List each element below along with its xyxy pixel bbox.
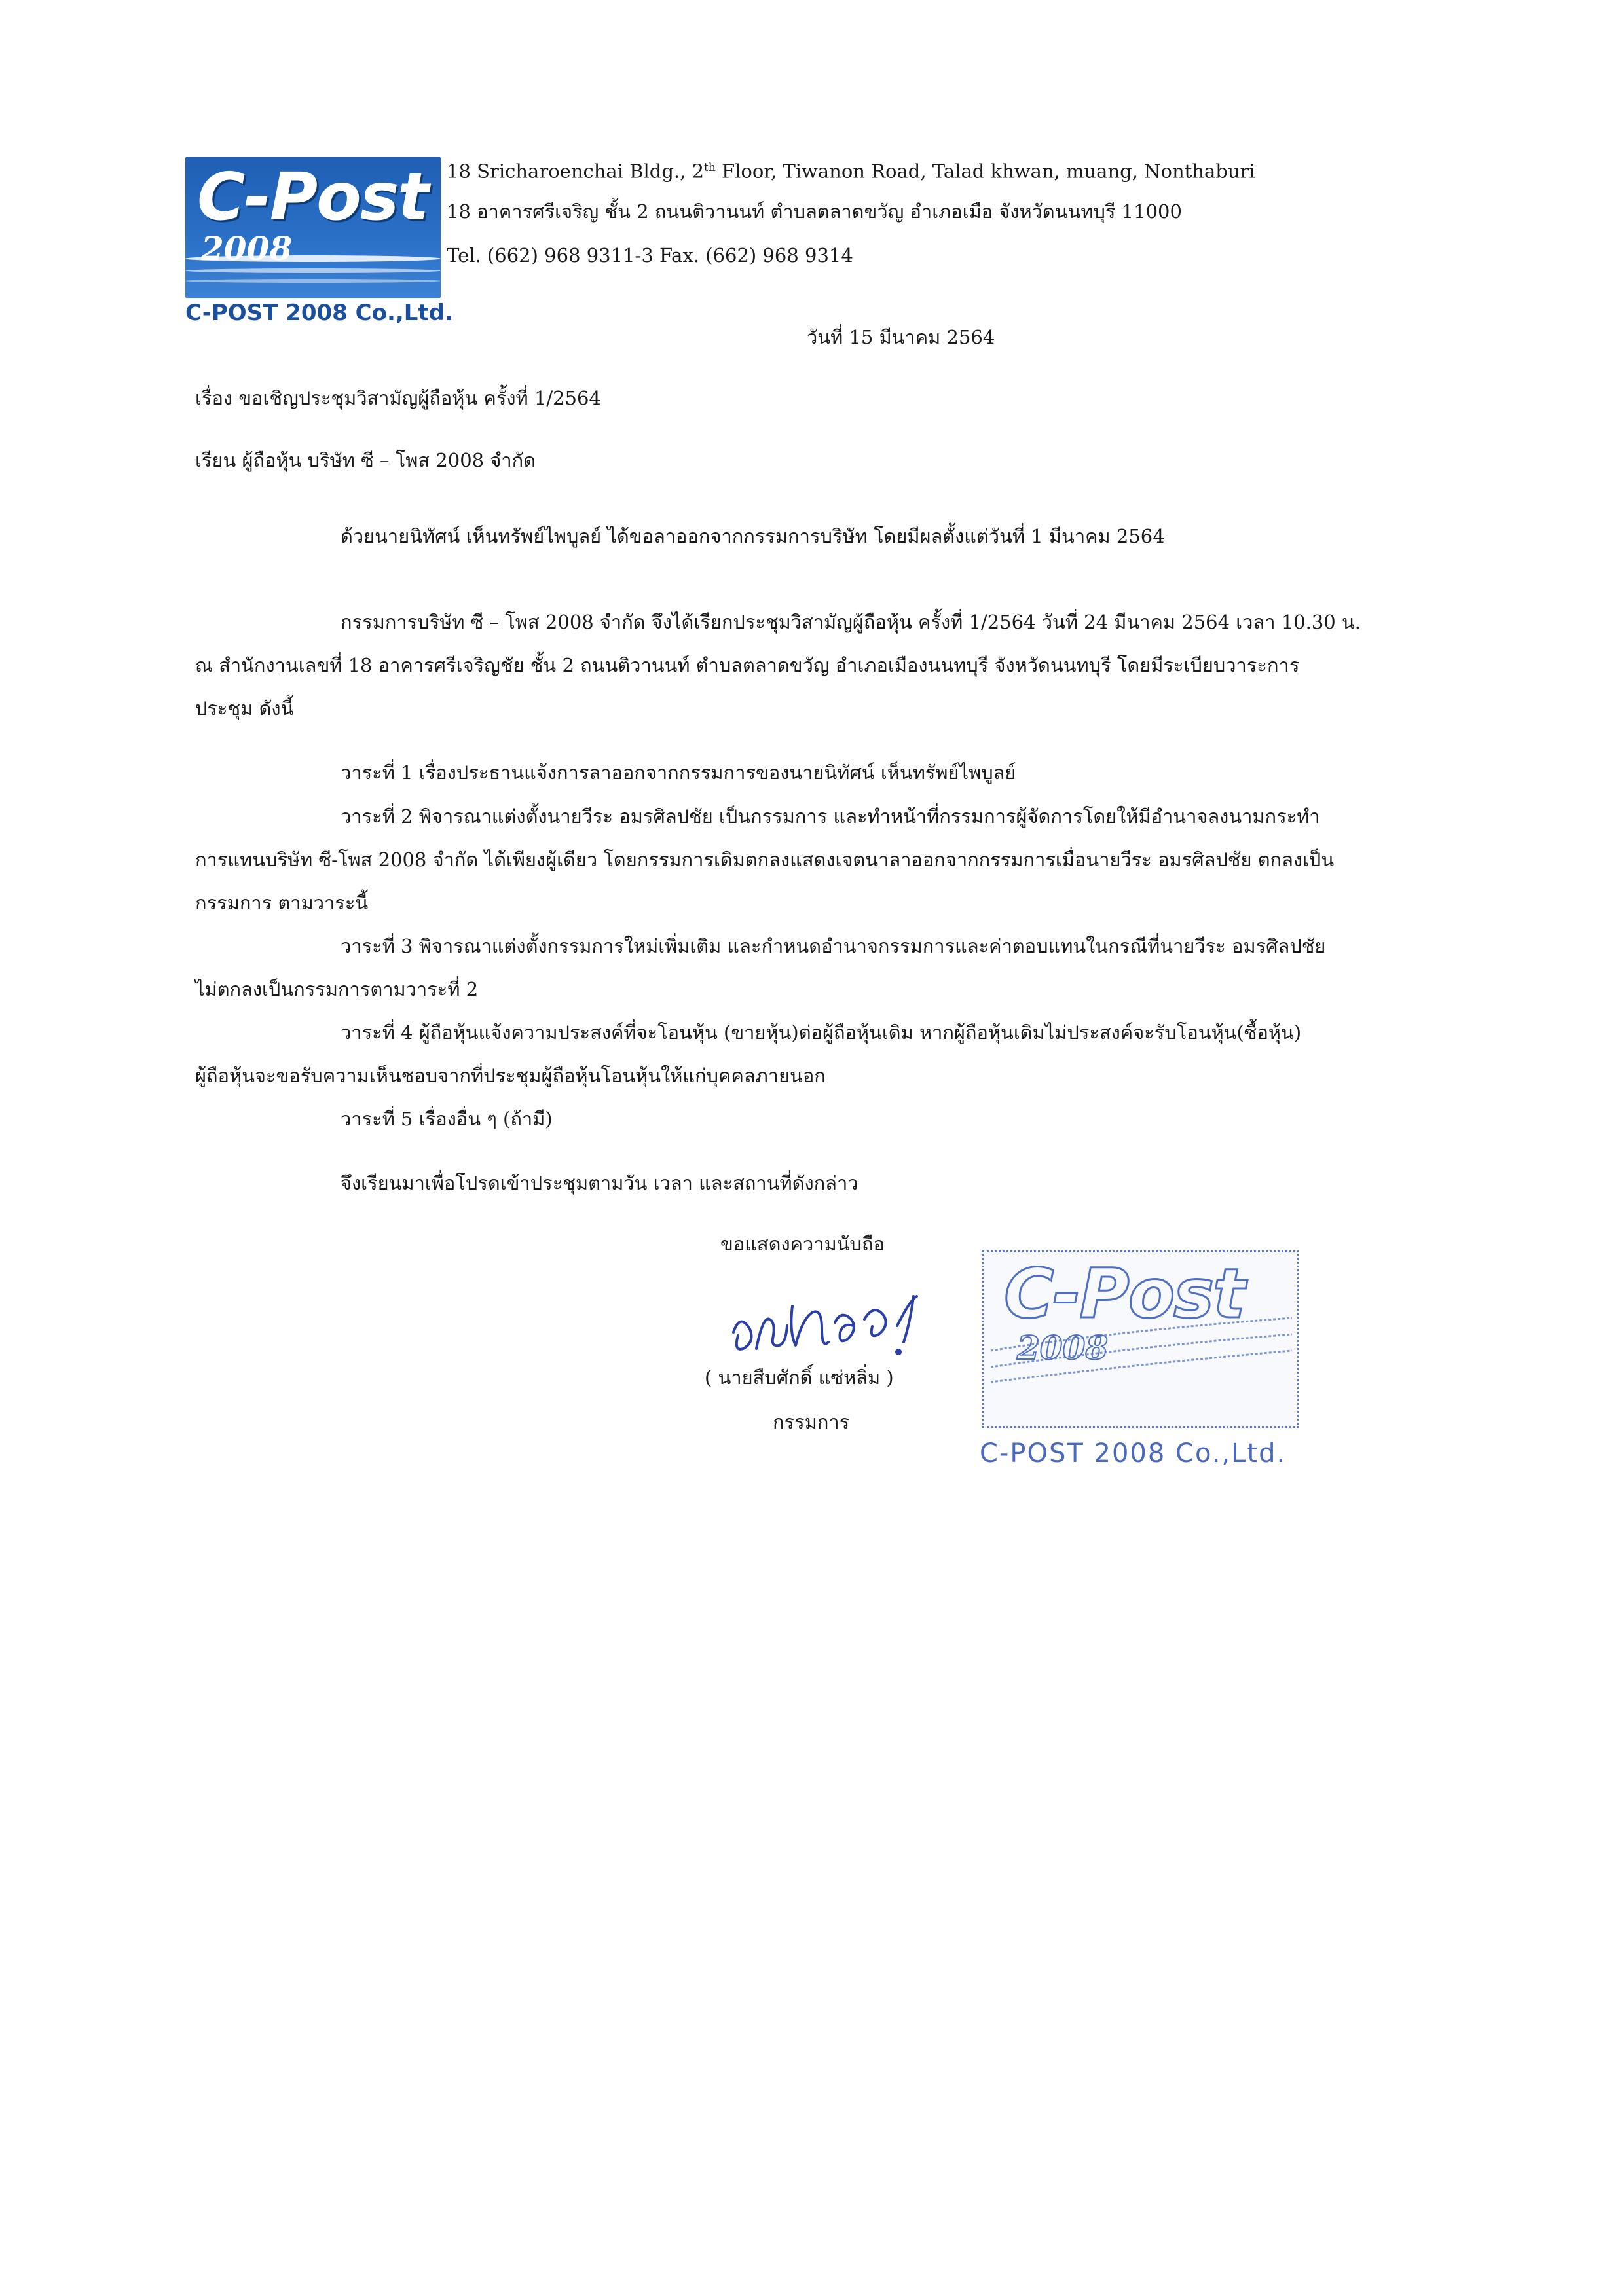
company-logo <box>185 157 441 298</box>
agenda-item-2-line-3: กรรมการ ตามวาระนี้ <box>195 892 369 914</box>
logo-wave <box>185 268 441 273</box>
logo-main-text: C-Post <box>197 158 428 235</box>
agenda-item-2-line-2: การแทนบริษัท ซี-โพส 2008 จำกัด ได้เพียงผู้เดียว โดยกรรมการเดิมตกลงแสดงเจตนาลาออกจากกรรมการเมื่อนายวีระ อมรศิลปชัย ตกลงเป็น <box>195 848 1335 871</box>
meeting-line-1: กรรมการบริษัท ซี – โพส 2008 จำกัด จึงได้เรียกประชุมวิสามัญผู้ถือหุ้น ครั้งที่ 1/2564 วันที่ 24 มีนาคม 2564 เวลา 10.30 น. <box>341 611 1361 633</box>
signer-name: ( นายสืบศักดิ์ แซ่หลิ่ม ) <box>705 1366 894 1389</box>
contact-info: Tel. (662) 968 9311-3 Fax. (662) 968 9314 <box>447 244 853 266</box>
logo-wave <box>185 279 441 283</box>
agenda-item-4-line-1: วาระที่ 4 ผู้ถือหุ้นแจ้งความประสงค์ที่จะโอนหุ้น (ขายหุ้น)ต่อผู้ถือหุ้นเดิม หากผู้ถือหุ้นเดิมไม่ประสงค์จะรับโอนหุ้น(ซื้อหุ้น) <box>341 1021 1302 1044</box>
letter-subject: เรื่อง ขอเชิญประชุมวิสามัญผู้ถือหุ้น ครั้งที่ 1/2564 <box>195 387 601 409</box>
agenda-item-4-line-2: ผู้ถือหุ้นจะขอรับความเห็นชอบจากที่ประชุมผู้ถือหุ้นโอนหุ้นให้แก่บุคคลภายนอก <box>195 1065 826 1087</box>
stamp-main-text: C-Post <box>1004 1254 1244 1334</box>
agenda-item-5: วาระที่ 5 เรื่องอื่น ๆ (ถ้ามี) <box>341 1108 553 1130</box>
address-english: 18 Sricharoenchai Bldg., 2th Floor, Tiwanon Road, Talad khwan, muang, Nonthaburi <box>447 160 1255 183</box>
meeting-line-2: ณ สำนักงานเลขที่ 18 อาคารศรีเจริญชัย ชั้น 2 ถนนติวานนท์ ตำบลตลาดขวัญ อำเภอเมืองนนทบุรี จังหวัดนนทบุรี โดยมีระเบียบวาระการ <box>195 654 1300 676</box>
logo-caption: C-POST 2008 Co.,Ltd. <box>185 300 453 326</box>
stamp-caption: C-POST 2008 Co.,Ltd. <box>980 1438 1287 1468</box>
agenda-item-2-line-1: วาระที่ 2 พิจารณาแต่งตั้งนายวีระ อมรศิลปชัย เป็นกรรมการ และทำหน้าที่กรรมการผู้จัดการโดยให้มีอำนาจลงนามกระทำ <box>341 805 1320 828</box>
signer-title: กรรมการ <box>773 1411 850 1433</box>
signoff-text: ขอแสดงความนับถือ <box>720 1233 885 1255</box>
intro-paragraph: ด้วยนายนิทัศน์ เห็นทรัพย์ไพบูลย์ ได้ขอลาออกจากกรรมการบริษัท โดยมีผลตั้งแต่วันที่ 1 มีนาคม 2564 <box>341 525 1165 547</box>
agenda-item-1: วาระที่ 1 เรื่องประธานแจ้งการลาออกจากกรรมการของนายนิทัศน์ เห็นทรัพย์ไพบูลย์ <box>341 761 1016 784</box>
letter-date: วันที่ 15 มีนาคม 2564 <box>807 326 995 348</box>
logo-year-text: 2008 <box>201 229 293 268</box>
stamp-year-text: 2008 <box>1017 1328 1109 1367</box>
closing-line: จึงเรียนมาเพื่อโปรดเข้าประชุมตามวัน เวลา และสถานที่ดังกล่าว <box>341 1172 858 1194</box>
company-stamp <box>982 1250 1299 1428</box>
agenda-item-3-line-1: วาระที่ 3 พิจารณาแต่งตั้งกรรมการใหม่เพิ่มเติม และกำหนดอำนาจกรรมการและค่าตอบแทนในกรณีที่นายวีระ อมรศิลปชัย <box>341 935 1326 957</box>
letter-recipient: เรียน ผู้ถือหุ้น บริษัท ซี – โพส 2008 จำกัด <box>195 449 536 471</box>
handwritten-signature <box>720 1286 936 1365</box>
meeting-line-3: ประชุม ดังนี้ <box>195 697 294 720</box>
agenda-item-3-line-2: ไม่ตกลงเป็นกรรมการตามวาระที่ 2 <box>195 978 479 1000</box>
address-thai: 18 อาคารศรีเจริญ ชั้น 2 ถนนติวานนท์ ตำบลตลาดขวัญ อำเภอเมือ จังหวัดนนทบุรี 11000 <box>447 200 1182 223</box>
